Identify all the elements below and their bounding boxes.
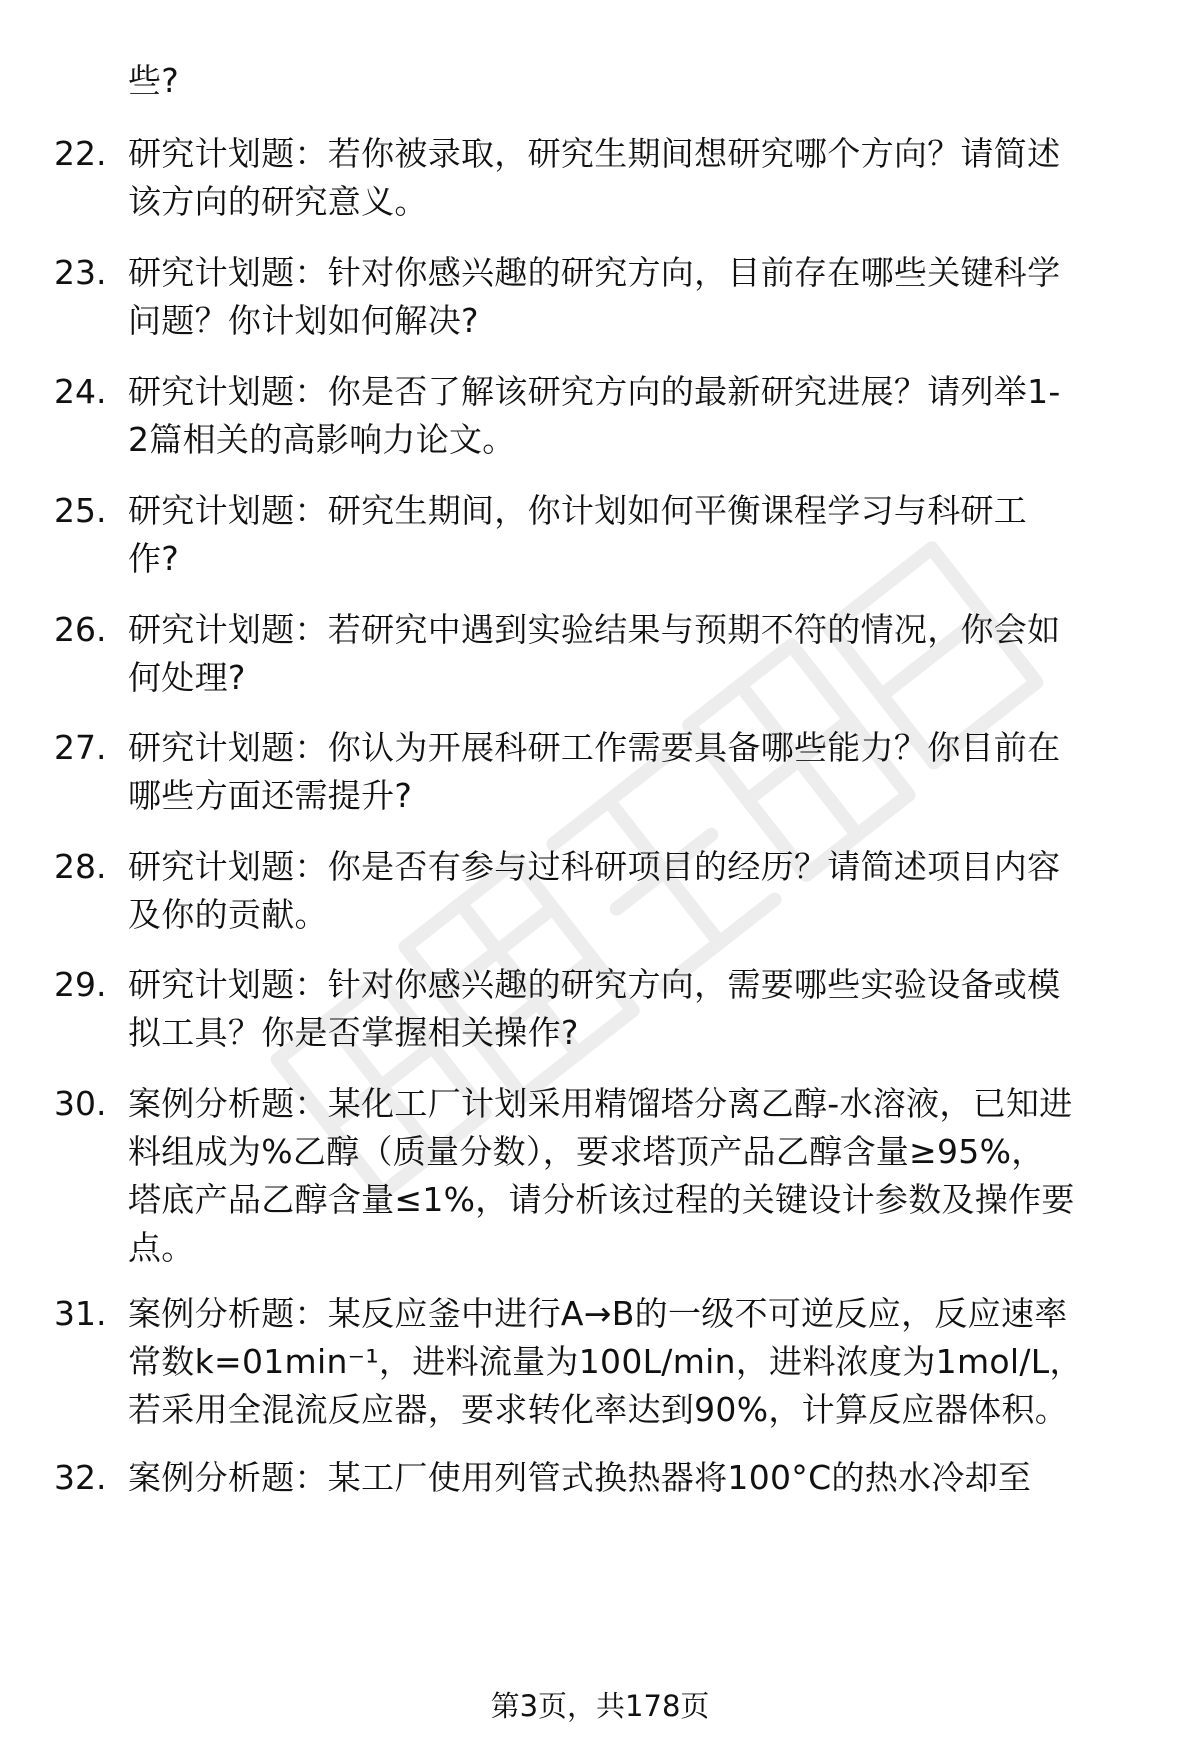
item-line: 2篇相关的高影响力论文。 [128,420,516,459]
item-text [128,724,1168,820]
item-line: 料组成为%乙醇（质量分数），要求塔顶产品乙醇含量≥95%， [128,1132,1045,1171]
item-line: 研究计划题：你是否有参与过科研项目的经历？请简述项目内容 [128,847,1061,886]
item-text [128,57,1168,105]
item-number: 30. [54,1084,107,1123]
item-text [128,961,1168,1057]
item-line: 研究计划题：针对你感兴趣的研究方向，目前存在哪些关键科学 [128,253,1061,292]
page-footer: 第3页，共178页 [490,1689,710,1723]
item-line: 些? [128,61,180,100]
item-line: 案例分析题：某化工厂计划采用精馏塔分离乙醇-水溶液，已知进 [128,1084,1073,1123]
item-number: 22. [54,134,107,173]
item-line: 该方向的研究意义。 [128,182,428,221]
item-line: 研究计划题：针对你感兴趣的研究方向，需要哪些实验设备或模 [128,965,1061,1004]
item-number: 25. [54,491,107,530]
item-text [128,249,1168,345]
item-line: 研究计划题：若你被录取，研究生期间想研究哪个方向？请简述 [128,134,1061,173]
item-text [128,1454,1168,1502]
item-number: 27. [54,728,107,767]
item-line: 塔底产品乙醇含量≤1%，请分析该过程的关键设计参数及操作要 [128,1180,1075,1219]
item-line: 案例分析题：某反应釜中进行A→B的一级不可逆反应，反应速率 [128,1294,1068,1333]
item-line: 作? [128,539,180,578]
item-line: 何处理? [128,658,246,697]
item-text [128,487,1168,583]
item-line: 研究计划题：你是否了解该研究方向的最新研究进展？请列举1- [128,372,1061,411]
item-line: 研究计划题：研究生期间，你计划如何平衡课程学习与科研工 [128,491,1028,530]
item-text [128,130,1168,226]
item-number: 26. [54,610,107,649]
item-number: 29. [54,965,107,1004]
item-text [128,843,1168,939]
item-line: 案例分析题：某工厂使用列管式换热器将100°C的热水冷却至 [128,1458,1032,1497]
item-line: 哪些方面还需提升? [128,776,413,815]
item-number: 24. [54,372,107,411]
item-line: 研究计划题：若研究中遇到实验结果与预期不符的情况，你会如 [128,610,1061,649]
item-line: 研究计划题：你认为开展科研工作需要具备哪些能力？你目前在 [128,728,1061,767]
item-line: 问题？你计划如何解决? [128,301,479,340]
item-line: 常数k=01min⁻¹，进料流量为100L/min，进料浓度为1mol/L， [128,1342,1083,1381]
item-line: 拟工具？你是否掌握相关操作? [128,1013,579,1052]
item-number: 31. [54,1294,107,1333]
item-line: 点。 [128,1228,195,1267]
item-text [128,1290,1168,1434]
item-number: 28. [54,847,107,886]
item-text [128,368,1168,464]
item-line: 若采用全混流反应器，要求转化率达到90%，计算反应器体积。 [128,1390,1069,1429]
item-line: 及你的贡献。 [128,895,328,934]
item-number: 23. [54,253,107,292]
item-number: 32. [54,1458,107,1497]
item-text [128,1080,1168,1272]
item-text [128,606,1168,702]
